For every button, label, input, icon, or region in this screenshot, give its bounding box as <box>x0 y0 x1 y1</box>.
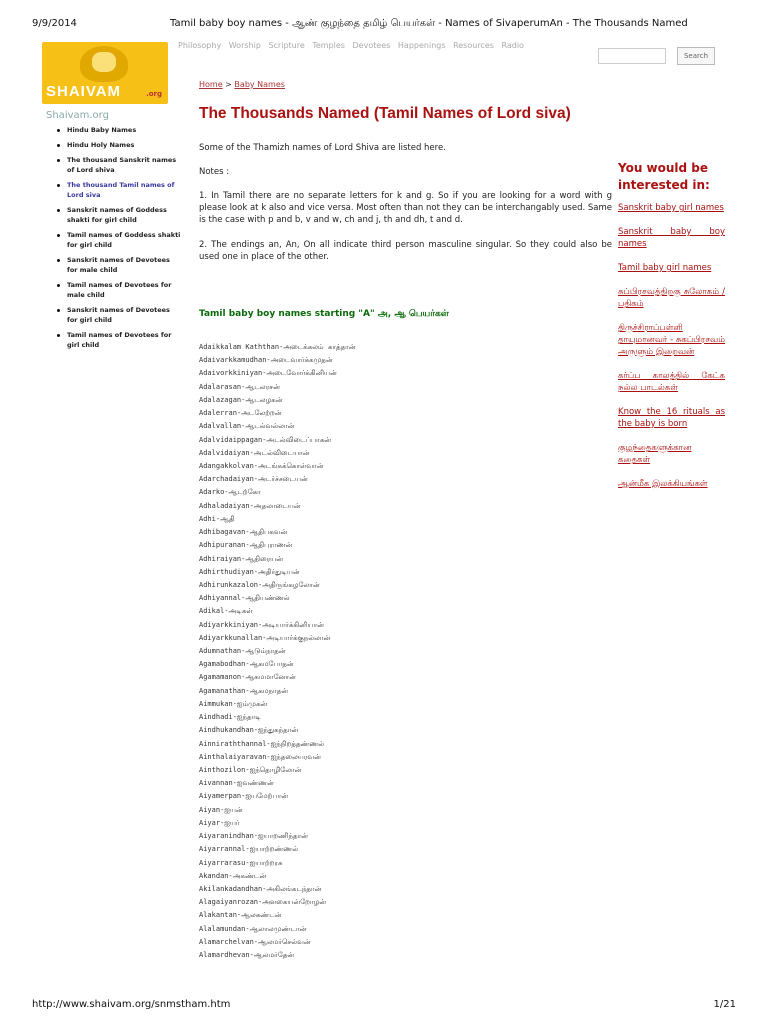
name-entry: Adhipuranan-ஆதிபுராணன் <box>199 541 293 550</box>
nav-worship[interactable]: Worship <box>228 41 261 50</box>
top-navigation <box>178 41 529 50</box>
related-link-16-rituals[interactable]: Know the 16 rituals as the baby is born <box>618 407 725 429</box>
name-entry: Adangakkolvan-அடங்கக்கொள்வான் <box>199 461 324 470</box>
search-input[interactable] <box>598 48 666 64</box>
related-link-suprasava-slokam[interactable]: சுப்பிரசவத்திறகு சுலோகம் / பதிகம் <box>618 287 725 309</box>
logo-wordmark: SHAIVAM <box>46 83 122 100</box>
name-entry: Ainniraththannal-ஐந்நிறத்தண்ணல் <box>199 739 325 748</box>
related-link-tamil-girl[interactable]: Tamil baby girl names <box>618 263 712 273</box>
sidebar-item-tamil-devotees-girl[interactable]: Tamil names of Devotees for girl child <box>46 330 181 350</box>
sidebar-item-hindu-baby-names[interactable]: Hindu Baby Names <box>46 125 181 135</box>
name-entry: Alagaiyanrozan-அளகையன்றோழன் <box>199 898 327 907</box>
name-entry: Agamanathan-ஆகமநாதன் <box>199 686 289 695</box>
name-entry: Adhiyannal-ஆதியண்ணல் <box>199 594 290 603</box>
breadcrumb <box>199 80 612 89</box>
print-page-number: 1/21 <box>713 999 736 1010</box>
name-entry: Adhi-ஆதி <box>199 514 235 523</box>
name-entry: Aimmukan-ஐம்முகன் <box>199 699 268 708</box>
name-entry: Adarko-ஆடற்கோ <box>199 488 261 497</box>
name-entry: Adhiraiyan-ஆதிரையன் <box>199 554 283 563</box>
name-entry: Ainthozilon-ஐந்தொழிலோன் <box>199 766 302 774</box>
name-entry: Adalvallan-ஆடல்வல்லான் <box>199 422 295 431</box>
name-entry: Alakantan-ஆலகண்டன் <box>199 911 282 920</box>
name-entry: Adalazagan-ஆடலழகன் <box>199 395 283 404</box>
name-entry: Adikal-அடிகள் <box>199 607 253 616</box>
sidebar-item-tamil-names-siva[interactable]: The thousand Tamil names of Lord siva <box>46 180 181 200</box>
nav-devotees[interactable]: Devotees <box>352 41 391 50</box>
name-entry: Adarchadaiyan-அடர்ச்சடையன் <box>199 475 308 484</box>
name-entry: Akilankadandhan-அகிலங்கடந்தான் <box>199 884 322 893</box>
page-title: The Thousands Named (Tamil Names of Lord siva) <box>199 105 571 122</box>
note-2: 2. The endings an, An, On all indicate third person masculine singular. So they could also be used one in place of the other. <box>199 240 612 262</box>
breadcrumb-home-link[interactable]: Home <box>199 80 223 89</box>
related-links-panel <box>618 160 725 502</box>
name-entry: Alamardhevan-ஆலமர்தேன் <box>199 951 295 960</box>
nav-radio[interactable]: Radio <box>501 41 524 50</box>
names-list <box>199 341 612 962</box>
name-entry: Aiyaranindhan-ஐயாறணிந்தான் <box>199 832 308 841</box>
name-entry: Adumnathan-ஆடும்நாதன் <box>199 647 286 656</box>
name-entry: Adalarasan-ஆடலரசன் <box>199 382 280 391</box>
nav-happenings[interactable]: Happenings <box>397 41 446 50</box>
name-entry: Adalvidaiyan-அடல்விடையான் <box>199 448 310 457</box>
main-content <box>199 80 612 962</box>
intro-text: Some of the Thamizh names of Lord Shiva are listed here. <box>199 143 446 153</box>
name-entry: Alamarchelvan-ஆலமர்செல்வன் <box>199 937 311 946</box>
name-entry: Adiyarkkiniyan-அடியார்க்கினியான் <box>199 620 324 629</box>
related-link-pregnancy-songs[interactable]: கர்ப்ப காலத்தில் கேட்க நல்ல பாடல்கள் <box>618 371 725 393</box>
related-link-thayumanavar[interactable]: திருச்சிராப்பள்ளி தாயுமானவர் - சுகப்பிரசவம் அருளும் இறைவன் <box>618 323 725 357</box>
name-entry: Aiyan-ஐயன் <box>199 805 243 814</box>
related-link-stories[interactable]: குழந்தைகளுக்கான கதைகள் <box>618 443 692 465</box>
shaivam-logo[interactable] <box>42 42 168 104</box>
name-entry: Agamabodhan-ஆகமபோதன் <box>199 660 294 669</box>
sidebar-item-tamil-goddess-girl[interactable]: Tamil names of Goddess shakti for girl child <box>46 230 181 250</box>
logo-suffix: .org <box>146 90 162 98</box>
sidebar-item-hindu-holy-names[interactable]: Hindu Holy Names <box>46 140 181 150</box>
name-entry: Adhirthudiyan-அதிர்துடியன் <box>199 567 300 576</box>
name-entry: Adalerran-அடலேற்றன் <box>199 409 282 418</box>
search-button[interactable]: Search <box>677 47 715 65</box>
name-entry: Ainthalaiyaravan-ஐந்தலையரவன் <box>199 752 321 761</box>
nandi-emblem-icon <box>80 46 128 82</box>
print-date: 9/9/2014 <box>32 18 77 29</box>
nav-philosophy[interactable]: Philosophy <box>178 41 222 50</box>
name-entry: Aivannan-ஐவண்ணன் <box>199 779 274 788</box>
nav-scripture[interactable]: Scripture <box>268 41 305 50</box>
name-entry: Akandan-அகண்டன் <box>199 871 267 880</box>
notes-label: Notes : <box>199 167 230 177</box>
sidebar-item-sanskrit-goddess-girl[interactable]: Sanskrit names of Goddess shakti for girl child <box>46 205 181 225</box>
name-entry: Adaivarkkamudhan-அடைவார்க்கமுதன் <box>199 356 333 365</box>
sidebar-item-sanskrit-devotees-girl[interactable]: Sanskrit names of Devotees for girl child <box>46 305 181 325</box>
note-1: 1. In Tamil there are no separate letters for k and g. So if you are looking for a word with g please look at k also and vice versa. Most often than not they can be interchangably used. Same is the case with p and b, v and w, ch and j, th and dh, t and d. <box>199 191 612 225</box>
name-entry: Aiyar-ஐயர் <box>199 818 240 827</box>
related-link-spiritual-literature[interactable]: ஆன்மீக இலக்கியங்கள் <box>618 479 708 489</box>
name-entry: Adaivorkkiniyan-அடைவோர்க்கினியன் <box>199 369 337 378</box>
print-title: Tamil baby boy names - ஆண் குழந்தை தமிழ் பெயர்கள் - Names of SivaperumAn - The Thousands Named <box>170 18 688 29</box>
related-heading: You would be interested in: <box>618 161 710 192</box>
name-entry: Adhirunkazalon-அதிருங்கழலோன் <box>199 580 320 589</box>
name-entry: Adaikkalam Kaththan-அடைக்கலம் காத்தான் <box>199 343 356 351</box>
name-entry: Aiyarrannal-ஐயாற்றண்ணல் <box>199 845 299 854</box>
sidebar-site-name: Shaivam.org <box>46 110 109 121</box>
name-entry: Aiyamerpan-ஐயமேற்பான் <box>199 792 289 801</box>
nav-temples[interactable]: Temples <box>312 41 345 50</box>
sidebar <box>46 110 181 355</box>
related-link-sanskrit-girl[interactable]: Sanskrit baby girl names <box>618 203 724 213</box>
name-entry: Aindhukandhan-ஐந்துகந்தான் <box>199 726 299 735</box>
name-entry: Adhibagavan-ஆதிபகவன் <box>199 528 288 537</box>
name-entry: Adhaladaiyan-அதலாடையன் <box>199 501 301 510</box>
section-title: Tamil baby boy names starting "A" அ, ஆ பெயர்கள் <box>199 309 449 319</box>
sidebar-item-sanskrit-names-shiva[interactable]: The thousand Sanskrit names of Lord shiva <box>46 155 181 175</box>
print-url: http://www.shaivam.org/snmstham.htm <box>32 999 231 1010</box>
name-entry: Aiyarrarasu-ஐயாற்றரசு <box>199 858 283 867</box>
related-link-sanskrit-boy[interactable]: Sanskrit baby boy names <box>618 227 725 249</box>
name-entry: Agamamanon-ஆகமமானோன் <box>199 673 296 682</box>
sidebar-item-sanskrit-devotees-male[interactable]: Sanskrit names of Devotees for male child <box>46 255 181 275</box>
name-entry: Adalvidaippagan-அடல்விடைப்பாகன் <box>199 435 332 444</box>
breadcrumb-baby-names-link[interactable]: Baby Names <box>234 80 285 89</box>
breadcrumb-separator: > <box>225 80 232 89</box>
name-entry: Aindhadi-ஐந்தாடி <box>199 713 261 722</box>
nav-resources[interactable]: Resources <box>453 41 494 50</box>
name-entry: Alalamundan-ஆலாலமுண்டான் <box>199 924 307 933</box>
sidebar-item-tamil-devotees-male[interactable]: Tamil names of Devotees for male child <box>46 280 181 300</box>
name-entry: Adiyarkkunallan-அடியார்க்குநல்லான் <box>199 633 331 642</box>
